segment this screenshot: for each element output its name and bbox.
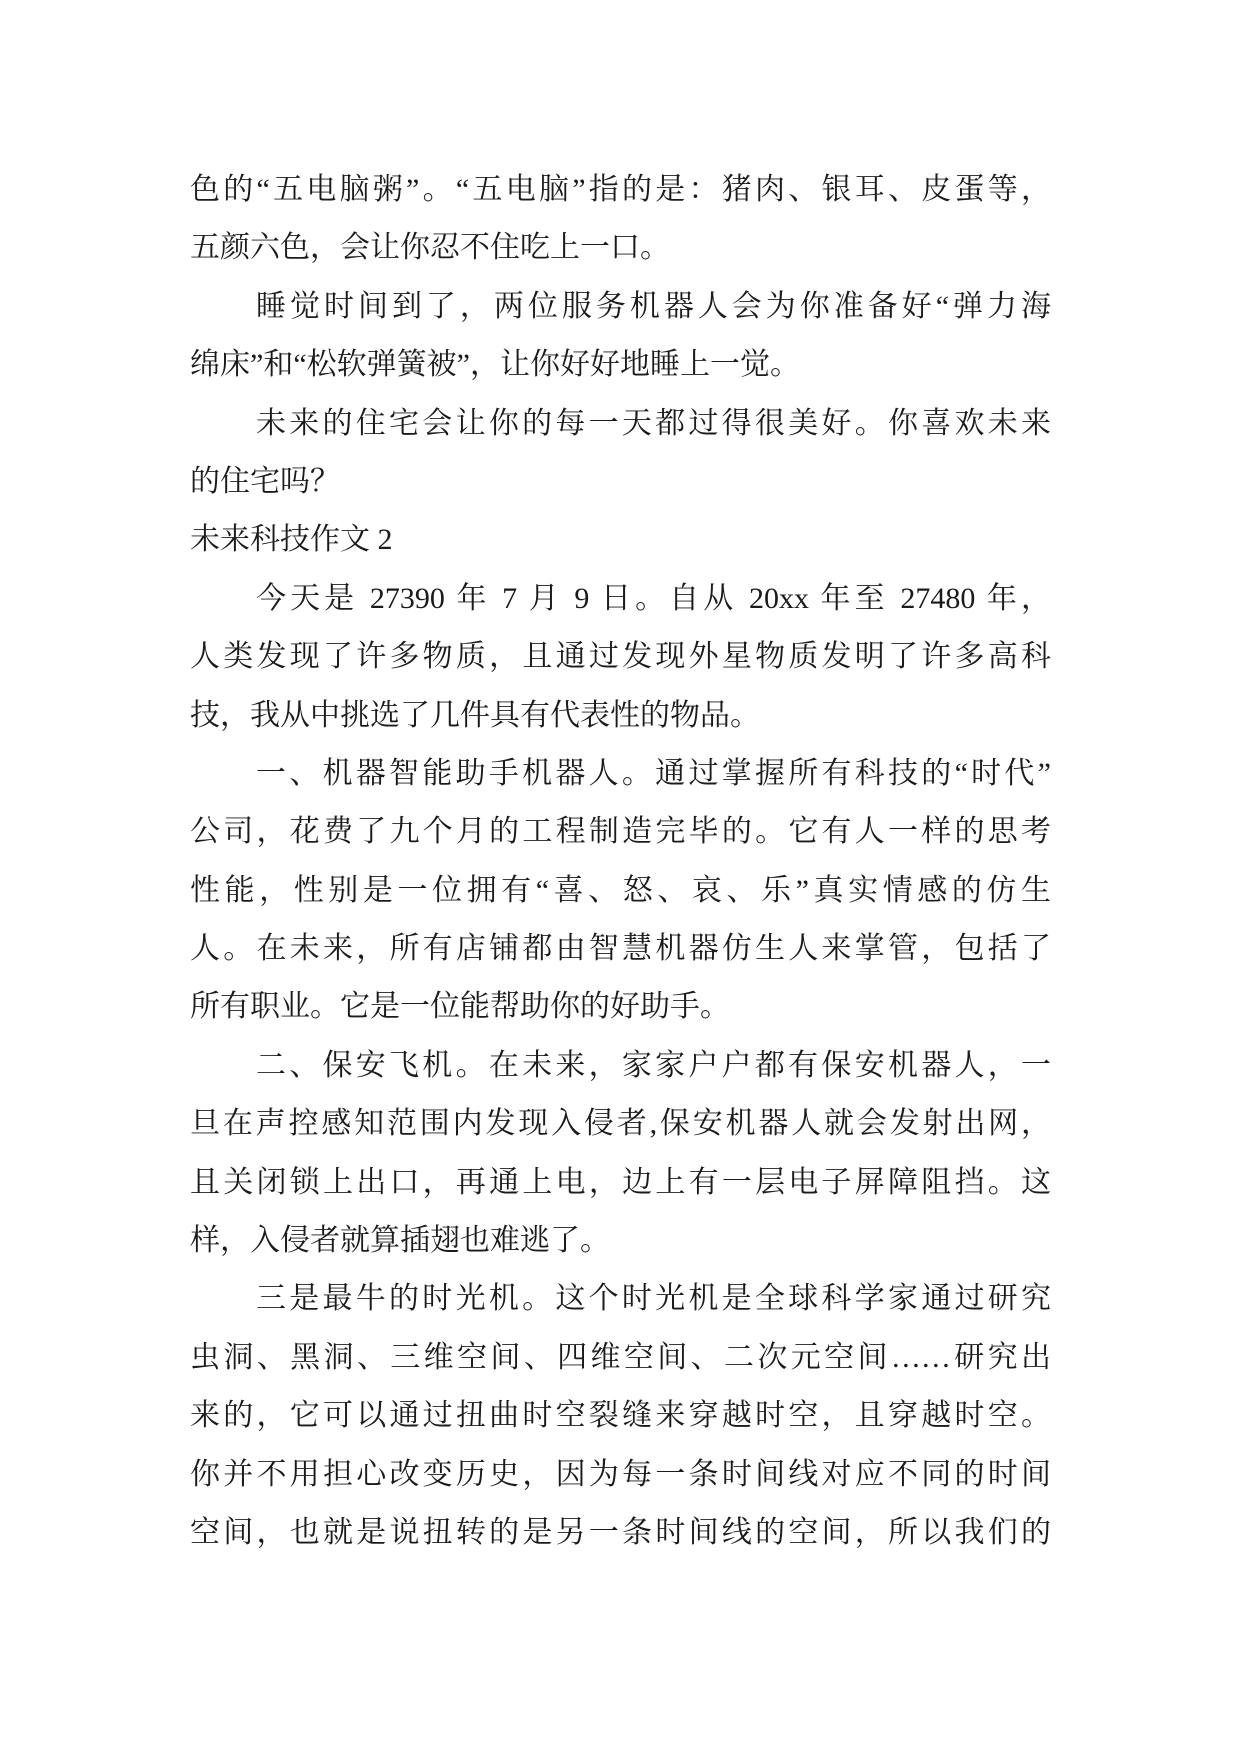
paragraph	[190, 278, 1051, 395]
text-line: 所有职业。它是一位能帮助你的好助手。	[190, 990, 730, 1024]
text-line: 公司，花费了九个月的工程制造完毕的。它有人一样的思考	[190, 815, 1051, 849]
text-line: 色的“五电脑粥”。“五电脑”指的是：猪肉、银耳、皮蛋等，	[190, 173, 1051, 206]
paragraph	[190, 745, 1051, 1037]
text-line: 空间，也就是说扭转的是另一条时间线的空间，所以我们的	[190, 1515, 1051, 1549]
essay-heading: 未来科技作文 2	[190, 523, 393, 557]
paragraph	[190, 161, 1051, 278]
text-line: 且关闭锁上出口，再通上电，边上有一层电子屏障阻挡。这	[190, 1165, 1051, 1199]
text-line: 绵床”和“松软弹簧被”，让你好好地睡上一觉。	[190, 348, 800, 382]
text-line: 未来的住宅会让你的每一天都过得很美好。你喜欢未来	[256, 406, 1051, 440]
text-line: 旦在声控感知范围内发现入侵者,保安机器人就会发射出网，	[190, 1107, 1051, 1141]
text-line: 人。在未来，所有店铺都由智慧机器仿生人来掌管，包括了	[190, 932, 1051, 966]
text-line: 样，入侵者就算插翅也难逃了。	[190, 1224, 610, 1258]
text-line: 的住宅吗？	[190, 464, 340, 498]
document-page	[190, 161, 1051, 1562]
text-line: 性能，性别是一位拥有“喜、怒、哀、乐”真实情感的仿生	[190, 873, 1051, 907]
text-line: 人类发现了许多物质，且通过发现外星物质发明了许多高科	[190, 640, 1051, 674]
text-line: 你并不用担心改变历史，因为每一条时间线对应不同的时间	[190, 1457, 1051, 1491]
paragraph	[190, 1270, 1051, 1562]
text-line: 虫洞、黑洞、三维空间、四维空间、二次元空间……研究出	[190, 1340, 1051, 1374]
text-line: 一、机器智能助手机器人。通过掌握所有科技的“时代”	[256, 756, 1051, 790]
text-line: 技，我从中挑选了几件具有代表性的物品。	[190, 698, 760, 732]
text-line: 睡觉时间到了，两位服务机器人会为你准备好“弹力海	[256, 289, 1051, 323]
paragraph	[190, 1037, 1051, 1271]
text-line: 今天是 27390 年 7 月 9 日。自从 20xx 年至 27480 年，	[256, 581, 1051, 615]
text-line: 五颜六色，会让你忍不住吃上一口。	[190, 231, 670, 265]
text-line: 三是最牛的时光机。这个时光机是全球科学家通过研究	[256, 1282, 1051, 1316]
paragraph	[190, 570, 1051, 745]
text-line: 来的，它可以通过扭曲时空裂缝来穿越时空，且穿越时空。	[190, 1399, 1051, 1433]
paragraph	[190, 395, 1051, 512]
text-line: 二、保安飞机。在未来，家家户户都有保安机器人，一	[256, 1048, 1051, 1082]
